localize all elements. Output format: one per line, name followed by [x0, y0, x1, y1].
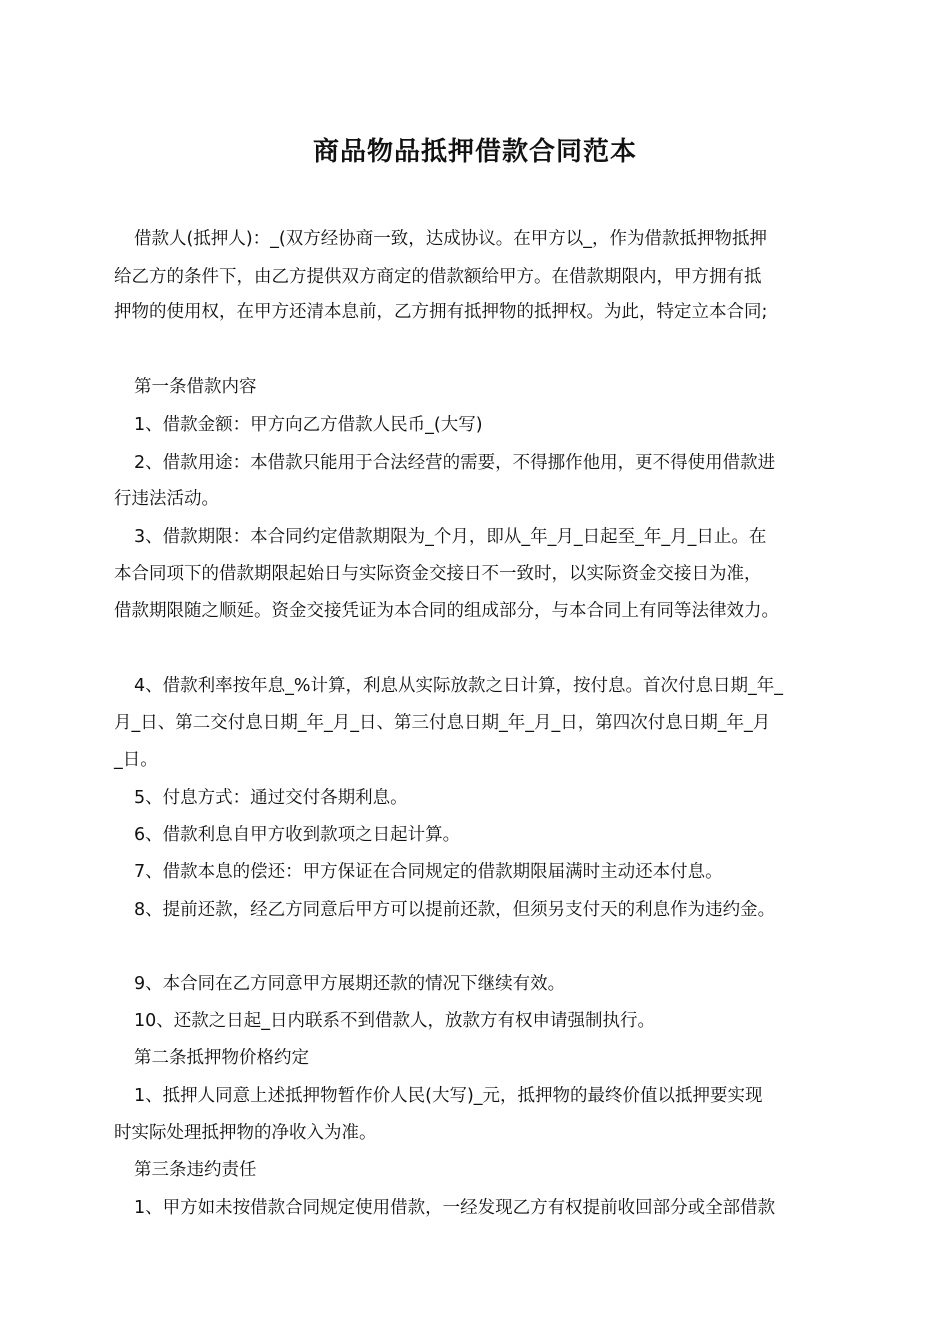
section-heading-1: 第一条借款内容 — [134, 377, 257, 397]
clause-1-6: 6、借款利息自甲方收到款项之日起计算。 — [134, 825, 461, 845]
clause-2-1-line-2: 时实际处理抵押物的净收入为准。 — [114, 1123, 377, 1143]
section-heading-3: 第三条违约责任 — [134, 1160, 257, 1180]
clause-1-2-line-1: 2、借款用途：本借款只能用于合法经营的需要，不得挪作他用，更不得使用借款进 — [134, 453, 776, 473]
clause-1-7: 7、借款本息的偿还：甲方保证在合同规定的借款期限届满时主动还本付息。 — [134, 862, 723, 882]
clause-1-2-line-2: 行违法活动。 — [114, 489, 219, 509]
preamble-line-3: 押物的使用权，在甲方还清本息前，乙方拥有抵押物的抵押权。为此，特定立本合同; — [114, 302, 768, 322]
section-heading-2: 第二条抵押物价格约定 — [134, 1048, 309, 1068]
preamble-line-1: 借款人(抵押人)：_(双方经协商一致，达成协议。在甲方以_，作为借款抵押物抵押 — [134, 229, 767, 249]
clause-1-3-line-2: 本合同项下的借款期限起始日与实际资金交接日不一致时，以实际资金交接日为准， — [114, 564, 762, 584]
preamble-line-2: 给乙方的条件下，由乙方提供双方商定的借款额给甲方。在借款期限内，甲方拥有抵 — [114, 267, 762, 287]
clause-1-4-line-3: _日。 — [114, 750, 158, 770]
clause-1-3-line-1: 3、借款期限：本合同约定借款期限为_个月，即从_年_月_日起至_年_月_日止。在 — [134, 527, 767, 547]
clause-1-5: 5、付息方式：通过交付各期利息。 — [134, 788, 408, 808]
clause-1-3-line-3: 借款期限随之顺延。资金交接凭证为本合同的组成部分，与本合同上有同等法律效力。 — [114, 601, 779, 621]
clause-1-9: 9、本合同在乙方同意甲方展期还款的情况下继续有效。 — [134, 974, 566, 994]
clause-3-1-line-1: 1、甲方如未按借款合同规定使用借款，一经发现乙方有权提前收回部分或全部借款 — [134, 1198, 776, 1218]
clause-1-4-line-2: 月_日、第二交付息日期_年_月_日、第三付息日期_年_月_日，第四次付息日期_年_月 — [114, 713, 771, 733]
clause-1-8: 8、提前还款，经乙方同意后甲方可以提前还款，但须另支付天的利息作为违约金。 — [134, 900, 776, 920]
clause-1-4-line-1: 4、借款利率按年息_%计算，利息从实际放款之日计算，按付息。首次付息日期_年_ — [134, 676, 784, 696]
clause-1-1: 1、借款金额：甲方向乙方借款人民币_(大写) — [134, 415, 483, 435]
clause-2-1-line-1: 1、抵押人同意上述抵押物暂作价人民(大写)_元，抵押物的最终价值以抵押要实现 — [134, 1086, 763, 1106]
document-title: 商品物品抵押借款合同范本 — [312, 137, 637, 167]
clause-1-10: 10、还款之日起_日内联系不到借款人，放款方有权申请强制执行。 — [134, 1011, 656, 1031]
